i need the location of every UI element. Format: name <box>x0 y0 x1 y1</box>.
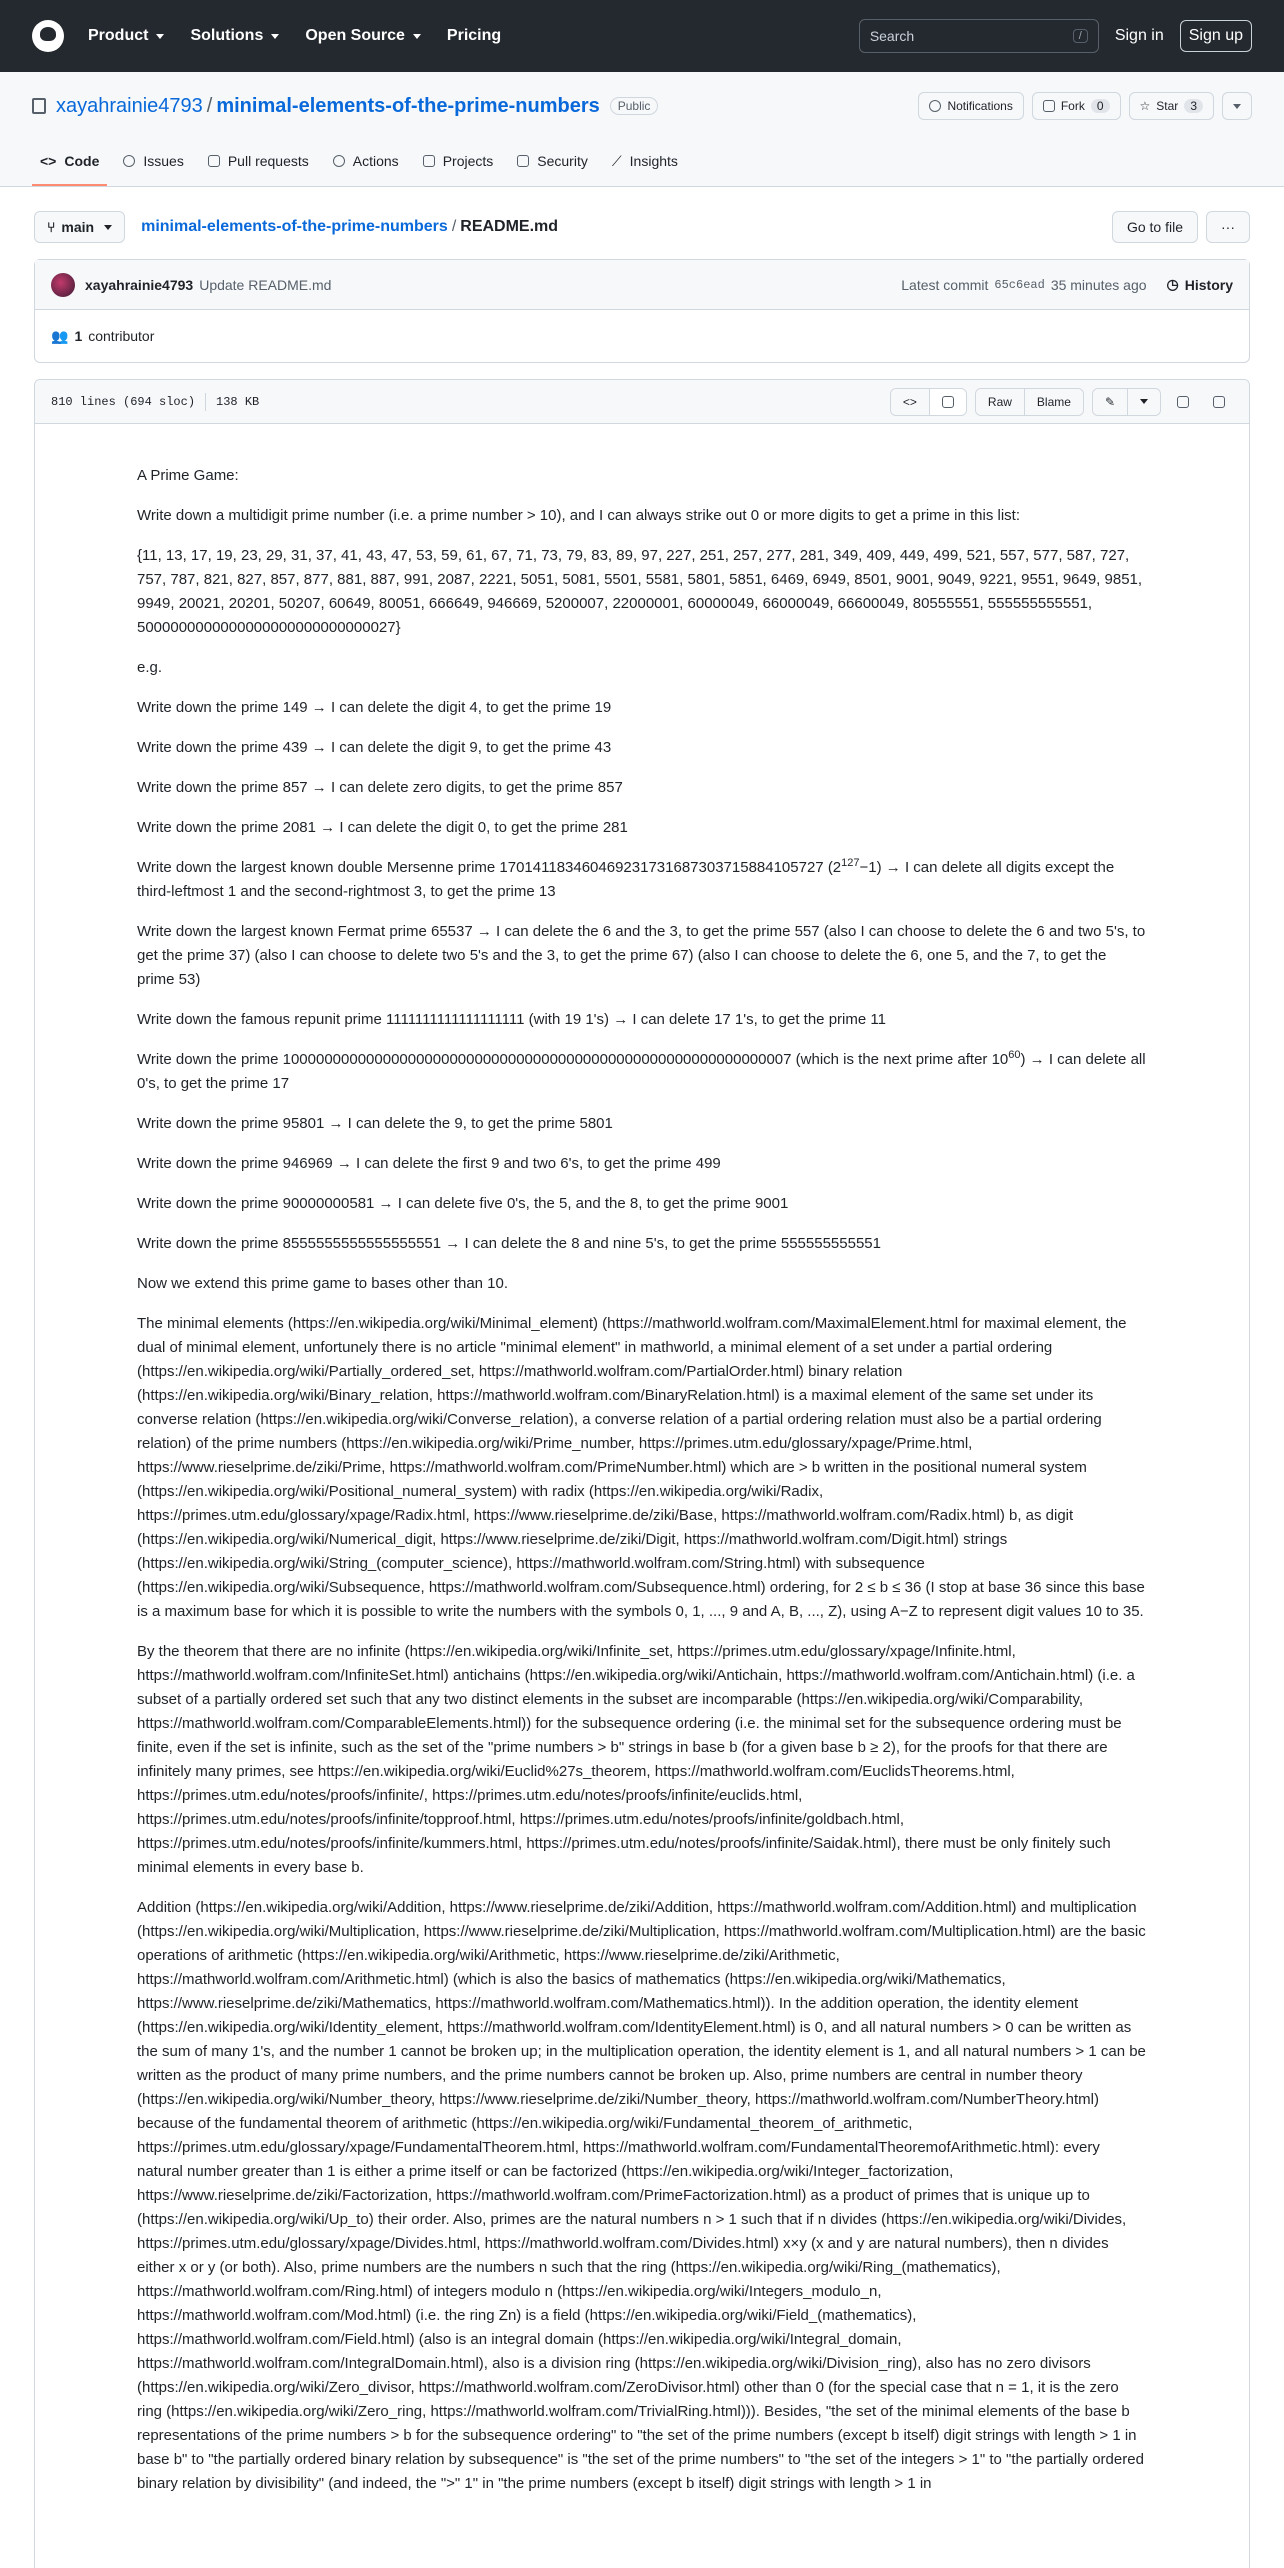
readme-paragraph: Write down the famous repunit prime 1111111111111111111 (with 19 1's) → I can delete 17 1's, to get the prime 11 <box>137 1011 886 1028</box>
file-header-actions <box>1112 211 1250 243</box>
readme-paragraph: A Prime Game: <box>137 467 239 484</box>
file-header <box>34 211 1250 243</box>
bell-icon <box>929 100 941 112</box>
more-options-button[interactable]: ··· <box>1206 211 1250 243</box>
github-logo-icon[interactable] <box>32 20 64 52</box>
commit-meta: Latest commit 65c6ead 35 minutes ago ◷ History <box>901 276 1233 293</box>
delete-button[interactable] <box>1205 388 1233 416</box>
preview-button[interactable] <box>930 389 966 415</box>
readme-paragraph: Addition (https://en.wikipedia.org/wiki/Addition, https://www.rieselprime.de/ziki/Addition, https://mathworld.wolfram.com/Addition.html) and multiplication (https://en.wikipedia.org/wiki/Multiplication, https://www.rieselprime.de/ziki/Multiplication, https://mathworld.wolfram.com/Multiplication.html) are the basic operations of arithmetic (https://en.wikipedia.org/wiki/Arithmetic, https://www.rieselprime.de/ziki/Arithmetic, https://mathworld.wolfram.com/Arithmetic.html) (which is also the basics of mathematics (https://en.wikipedia.org/wiki/Mathematics, https://www.rieselprime.de/ziki/Mathematics, https://mathworld.wolfram.com/Mathematics.html)). In the addition operation, the identity element (https://en.wikipedia.org/wiki/Identity_element, https://mathworld.wolfram.com/IdentityElement.html) is 0, and all natural numbers > 0 can be written as the sum of many 1's, and the number 1 cannot be broken up; in the multiplication operation, the identity element is 1, and all natural numbers > 1 can be written as the product of many prime numbers, and the prime numbers cannot be broken up. Also, prime numbers are central in number theory (https://en.wikipedia.org/wiki/Number_theory, https://www.rieselprime.de/ziki/Number_theory, https://mathworld.wolfram.com/NumberTheory.html) because of the fundamental theorem of arithmetic (https://en.wikipedia.org/wiki/Fundamental_theorem_of_arithmetic, https://primes.utm.edu/glossary/xpage/FundamentalTheorem.html, https://mathworld.wolfram.com/FundamentalTheoremofArithmetic.html): every natural number greater than 1 is either a prime itself or can be factorized (https://en.wikipedia.org/wiki/Integer_factorization, https://www.rieselprime.de/ziki/Factorization, https://mathworld.wolfram.com/PrimeFactorization.html) as a product of primes that is unique up to (https://en.wikipedia.org/wiki/Up_to) their order. Also, primes are the natural numbers n > 1 such that if n divides (https://en.wikipedia.org/wiki/Divides, https://primes.utm.edu/glossary/xpage/Divides.html, https://mathworld.wolfram.com/Divides.html) x×y (x and y are natural numbers), then n divides either x or y (or both). Also, prime numbers are the numbers n such that the ring (https://en.wikipedia.org/wiki/Ring_(mathematics), https://mathworld.wolfram.com/Ring.html) of integers modulo n (https://en.wikipedia.org/wiki/Integers_modulo_n, https://mathworld.wolfram.com/Mod.html) (i.e. the ring Zn) is a field (https://en.wikipedia.org/wiki/Field_(mathematics), https://mathworld.wolfram.com/Field.html) (also is an integral domain (https://en.wikipedia.org/wiki/Integral_domain, https://mathworld.wolfram.com/IntegralDomain.html), also is a division ring (https://en.wikipedia.org/wiki/Division_ring), also has no zero divisors (https://en.wikipedia.org/wiki/Zero_divisor, https://mathworld.wolfram.com/ZeroDivisor.html) other than 0 (for the special case that n = 1, it is the zero ring (https://en.wikipedia.org/wiki/Zero_ring, https://mathworld.wolfram.com/TrivialRing.html))). Besides, "the set of the minimal elements of the base b representations of the prime numbers > b for the subsequence ordering" to "the set of the prime numbers (except b itself) digit strings with length > 1 in base b" to "the partially ordered binary relation by subsequence" is "the set of the prime numbers" to "the set of the integers > 1" to "the partially ordered binary relation by divisibility" (and indeed, the ">" 1" in "the prime numbers (except b itself) digit strings with length > 1 in <box>137 1899 1146 2492</box>
edit-dropdown-button[interactable] <box>1128 389 1160 415</box>
nav-solutions[interactable]: Solutions <box>190 27 279 45</box>
branch-icon: ⑂ <box>47 219 56 235</box>
go-to-file-button[interactable]: Go to file <box>1112 211 1198 243</box>
readme-paragraph: Write down the prime 8555555555555555551 → I can delete the 8 and nine 5's, to get the prime 555555555551 <box>137 1235 881 1252</box>
commit-author-link[interactable]: xayahrainie4793 <box>85 276 194 293</box>
chevron-down-icon <box>156 34 164 39</box>
contributors-row[interactable] <box>35 310 1249 362</box>
tab-pull-requests[interactable]: Pull requests <box>200 138 317 186</box>
readme-paragraph: Write down the prime 95801 → I can delete the 9, to get the prime 5801 <box>137 1115 613 1132</box>
star-dropdown-button[interactable] <box>1222 92 1252 120</box>
readme-content <box>35 424 1249 2496</box>
readme-paragraph: {11, 13, 17, 19, 23, 29, 31, 37, 41, 43, 47, 53, 59, 61, 67, 71, 73, 79, 83, 89, 97, 227, 251, 257, 277, 281, 349, 409, 449, 499, 521, 557, 577, 587, 727, 757, 787, 821, 827, 857, 877, 881, 887, 991, 2087, 2221, 5051, 5081, 5501, 5581, 5801, 5851, 6469, 6949, 8501, 9001, 9049, 9221, 9551, 9649, 9851, 9949, 20021, 20201, 50207, 60649, 80051, 666649, 946669, 5200007, 22000001, 60000049, 66000049, 66600049, 80555551, 555555555551, 5000000000000000000000000000027} <box>137 547 1143 636</box>
repo-header <box>0 72 1284 187</box>
history-button[interactable]: ◷ History <box>1166 276 1233 293</box>
view-toggle <box>890 388 967 416</box>
file-icon <box>942 396 954 408</box>
readme-paragraph: By the theorem that there are no infinite (https://en.wikipedia.org/wiki/Infinite_set, https://primes.utm.edu/glossary/xpage/Infinite.html, https://mathworld.wolfram.com/InfiniteSet.html) antichains (https://en.wikipedia.org/wiki/Antichain, https://mathworld.wolfram.com/Antichain.html) (i.e. a subset of a partially ordered set such that any two distinct elements in the subset are incomparable (https://en.wikipedia.org/wiki/Comparability, https://mathworld.wolfram.com/ComparableElements.html)) for the subsequence ordering (i.e. the minimal set for the subsequence ordering must be finite, even if the set is infinite, such as the set of the "prime numbers > b" strings in base b (for a given base b ≥ 2), for the proofs for that there are infinitely many primes, see https://en.wikipedia.org/wiki/Euclid%27s_theorem, https://mathworld.wolfram.com/EuclidsTheorems.html, https://primes.utm.edu/notes/proofs/infinite/, https://primes.utm.edu/notes/proofs/infinite/euclids.html, https://primes.utm.edu/notes/proofs/infinite/topproof.html, https://primes.utm.edu/notes/proofs/infinite/goldbach.html, https://primes.utm.edu/notes/proofs/infinite/kummers.html, https://primes.utm.edu/notes/proofs/infinite/Saidak.html), there must be only finitely such minimal elements in every base b. <box>137 1643 1135 1876</box>
pencil-icon: ✎ <box>1104 394 1115 409</box>
readme-paragraph: Write down the prime 90000000581 → I can delete five 0's, the 5, and the 8, to get the prime 9001 <box>137 1195 789 1212</box>
global-nav <box>88 27 501 45</box>
path-separator: / <box>206 94 213 117</box>
sign-up-button[interactable]: Sign up <box>1180 20 1252 52</box>
sign-in-link[interactable]: Sign in <box>1114 27 1164 44</box>
chevron-down-icon <box>271 34 279 39</box>
commit-message[interactable]: Update README.md <box>199 276 332 293</box>
people-icon: 👥 <box>51 327 69 344</box>
readme-paragraph: The minimal elements (https://en.wikipedia.org/wiki/Minimal_element) (https://mathworld.wolfram.com/MaximalElement.html for maximal element, the dual of minimal element, unfortunely there is no article "minimal element" in mathworld, a minimal element of a set under a partial ordering (https://en.wikipedia.org/wiki/Partially_ordered_set, https://mathworld.wolfram.com/PartialOrder.html) binary relation (https://en.wikipedia.org/wiki/Binary_relation, https://mathworld.wolfram.com/BinaryRelation.html) is a maximal element of the same set under its converse relation (https://en.wikipedia.org/wiki/Converse_relation), a converse relation of a partial ordering relation must also be a partial ordering relation) of the prime numbers (https://en.wikipedia.org/wiki/Prime_number, https://primes.utm.edu/glossary/xpage/Prime.html, https://www.rieselprime.de/ziki/Prime, https://mathworld.wolfram.com/PrimeNumber.html) which are > b written in the positional numeral system (https://en.wikipedia.org/wiki/Positional_numeral_system) with radix (https://en.wikipedia.org/wiki/Radix, https://primes.utm.edu/glossary/xpage/Radix.html, https://www.rieselprime.de/ziki/Base, https://mathworld.wolfram.com/Radix.html) b, as digit (https://en.wikipedia.org/wiki/Numerical_digit, https://www.rieselprime.de/ziki/Digit, https://mathworld.wolfram.com/Digit.html) strings (https://en.wikipedia.org/wiki/String_(computer_science), https://mathworld.wolfram.com/String.html) with subsequence (https://en.wikipedia.org/wiki/Subsequence, https://mathworld.wolfram.com/Subsequence.html) ordering, for 2 ≤ b ≤ 36 (I stop at base 36 since this base is a maximum base for which it is possible to write the numbers with the symbols 0, 1, ..., 9 and A, B, ..., Z), using A−Z to represent digit values 10 to 35. <box>137 1315 1145 1620</box>
raw-blame-group <box>975 388 1084 416</box>
contributors-label: contributor <box>88 328 155 344</box>
table-icon <box>423 155 435 167</box>
tab-security[interactable]: Security <box>509 138 596 186</box>
tab-projects[interactable]: Projects <box>415 138 502 186</box>
visibility-badge: Public <box>610 97 659 115</box>
notifications-button[interactable]: Notifications <box>918 92 1023 120</box>
code-view-button[interactable] <box>891 389 930 415</box>
raw-button[interactable]: Raw <box>976 389 1025 415</box>
readme-paragraph: Write down the prime 857 → I can delete zero digits, to get the prime 857 <box>137 779 623 796</box>
file-actions <box>890 388 1233 416</box>
shield-icon <box>517 155 529 167</box>
repo-name-link[interactable]: minimal-elements-of-the-prime-numbers <box>216 94 600 117</box>
repo-title <box>32 88 1252 124</box>
readme-paragraph: Write down the largest known Fermat prime 65537 → I can delete the 6 and the 3, to get the prime 557 (also I can choose to delete the 6 and two 5's, to get the prime 37) (also I can choose to delete two 5's and the 3, to get the prime 67) (also I can choose to delete the 6, one 5, and the 7, to get the prime 53) <box>137 923 1146 988</box>
copy-button[interactable] <box>1169 388 1197 416</box>
clock-icon: ◷ <box>1166 276 1179 292</box>
edit-group <box>1092 388 1161 416</box>
file-area <box>0 187 1284 2568</box>
pull-request-icon <box>208 155 220 167</box>
path-separator: / <box>451 218 457 235</box>
commit-box <box>34 259 1250 363</box>
search-shortcut-key: / <box>1073 29 1088 43</box>
tab-actions[interactable]: Actions <box>325 138 407 186</box>
readme-paragraph: Write down the prime 149 → I can delete the digit 4, to get the prime 19 <box>137 699 612 716</box>
star-count: 3 <box>1184 99 1203 113</box>
search-input[interactable]: Search / <box>859 19 1099 53</box>
star-button[interactable]: ☆ Star 3 <box>1129 92 1214 120</box>
readme-paragraph: e.g. <box>137 659 163 676</box>
chevron-down-icon <box>104 225 112 230</box>
repo-owner-link[interactable]: xayahrainie4793 <box>56 94 203 117</box>
file-info-bar <box>35 380 1249 424</box>
nav-pricing[interactable]: Pricing <box>446 27 502 44</box>
contributors-count: 1 <box>74 328 83 344</box>
blame-button[interactable]: Blame <box>1025 389 1083 415</box>
edit-button[interactable] <box>1093 389 1128 415</box>
star-icon: ☆ <box>1139 99 1151 113</box>
fork-button[interactable]: Fork 0 <box>1032 92 1121 120</box>
tab-issues[interactable]: Issues <box>115 138 191 186</box>
readme-paragraph: Write down the largest known double Mersenne prime 170141183460469231731687303715884105727 $(2^{127}-1) \to I$ can delete all digits except the third-leftmost 1 and the second-rightmost 3, to get the prime 13 <box>137 857 1115 900</box>
readme-paragraph: Write down the prime 439 → I can delete the digit 9, to get the prime 43 <box>137 739 612 756</box>
repo-actions <box>918 92 1252 120</box>
readme-paragraph: Write down the prime 1000000000000000000000000000000000000000000000000000000000007 (which is the next prime after $10^{60}) \to I$ can delete all 0's, to get the prime 17 <box>137 1049 1146 1092</box>
chevron-down-icon <box>1233 104 1241 109</box>
code-icon: <> <box>902 394 917 409</box>
latest-commit-row <box>35 260 1249 310</box>
file-viewer <box>34 379 1250 2568</box>
commit-time: 35 minutes ago <box>1050 276 1147 293</box>
trash-icon <box>1213 396 1225 408</box>
play-icon <box>333 155 345 167</box>
fork-count: 0 <box>1091 99 1110 113</box>
chevron-down-icon <box>413 34 421 39</box>
avatar[interactable] <box>51 273 75 297</box>
line-count: 810 lines (694 sloc) <box>51 394 196 409</box>
graph-icon: ⟋ <box>611 152 622 169</box>
readme-paragraph: Write down a multidigit prime number (i.e. a prime number > 10), and I can always strike out 0 or more digits to get a prime in this list: <box>137 507 1021 524</box>
fork-icon <box>1043 100 1055 112</box>
breadcrumb-repo-link[interactable]: minimal-elements-of-the-prime-numbers <box>141 218 448 235</box>
readme-paragraph: Write down the prime 2081 → I can delete the digit 0, to get the prime 281 <box>137 819 628 836</box>
repo-tabs <box>32 138 1252 186</box>
tab-code[interactable]: <> Code <box>32 138 107 186</box>
chevron-down-icon <box>1140 399 1148 404</box>
breadcrumb <box>141 218 558 236</box>
branch-select[interactable]: ⑂ main <box>34 211 125 243</box>
readme-paragraph: Now we extend this prime game to bases other than 10. <box>137 1275 509 1292</box>
copy-icon <box>1177 396 1189 408</box>
global-header <box>0 0 1284 72</box>
divider <box>205 393 206 411</box>
breadcrumb-filename: README.md <box>460 218 559 235</box>
issue-icon <box>123 155 135 167</box>
nav-product[interactable]: Product <box>88 27 164 45</box>
readme-paragraph: Write down the prime 946969 → I can delete the first 9 and two 6's, to get the prime 499 <box>137 1155 721 1172</box>
commit-sha[interactable]: 65c6ead <box>994 277 1045 292</box>
tab-insights[interactable]: ⟋ Insights <box>611 152 678 169</box>
repo-icon <box>32 98 46 114</box>
file-size: 138 KB <box>216 394 260 409</box>
nav-open-source[interactable]: Open Source <box>305 27 421 45</box>
code-icon: <> <box>40 153 57 169</box>
